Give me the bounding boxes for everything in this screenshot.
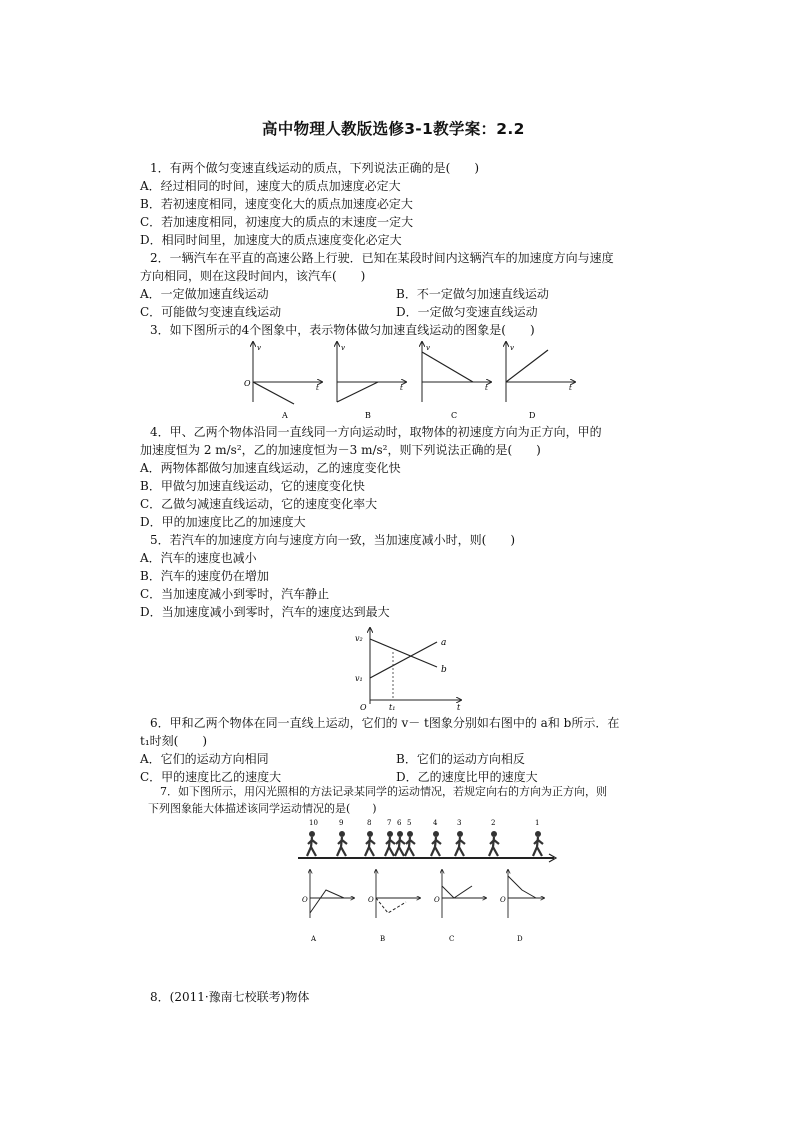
svg-text:O: O bbox=[434, 896, 440, 904]
q7-label-a: A bbox=[311, 935, 317, 943]
q7-label-c: C bbox=[449, 935, 455, 943]
q7-strobe-figure bbox=[296, 816, 558, 864]
q3-label-c: C bbox=[451, 411, 458, 420]
q2-stem-line1: 2．一辆汽车在平直的高速公路上行驶．已知在某段时间内这辆汽车的加速度方向与速度 bbox=[150, 251, 614, 265]
q3-graph-b bbox=[337, 342, 406, 420]
q2-stem-line2: 方向相同，则在这段时间内，该汽车( ) bbox=[140, 269, 366, 283]
q6-stem-line1: 6．甲和乙两个物体在同一直线上运动，它们的 v－ t图象分别如右图中的 a和 b所示．在 bbox=[150, 716, 620, 730]
q3-label-b: B bbox=[365, 411, 371, 420]
q5-option-b: B．汽车的速度仍在增加 bbox=[140, 569, 269, 583]
q7-frame-number: 1 bbox=[535, 819, 540, 827]
q6-a-label: a bbox=[441, 638, 447, 648]
q7-frame-number: 9 bbox=[339, 819, 344, 827]
q3-a-t-label: t bbox=[316, 384, 319, 392]
q4-stem-line2: 加速度恒为 2 m/s²，乙的加速度恒为－3 m/s²，则下列说法正确的是( ) bbox=[140, 443, 541, 457]
q7-student-figure bbox=[405, 831, 415, 856]
q3-c-v-label: v bbox=[426, 344, 430, 352]
q3-d-line bbox=[506, 350, 548, 382]
q6-stem-line2: t₁时刻( ) bbox=[140, 734, 207, 748]
q7-student-figure bbox=[431, 831, 441, 856]
q7-student-figure bbox=[365, 831, 375, 856]
q6-b-label: b bbox=[441, 665, 447, 675]
q7-frame-number: 4 bbox=[433, 819, 438, 827]
svg-text:O: O bbox=[302, 896, 308, 904]
q7-student-figure bbox=[337, 831, 347, 856]
q7-graph-d bbox=[500, 870, 544, 943]
q3-vt-graphs bbox=[236, 338, 582, 422]
q7-student-figure bbox=[385, 831, 395, 856]
q2-option-c: C．可能做匀变速直线运动 bbox=[140, 305, 282, 319]
q1-option-d: D．相同时间里，加速度大的质点速度变化必定大 bbox=[140, 233, 402, 247]
q7-graph-b bbox=[368, 870, 420, 943]
q7-student-figure bbox=[455, 831, 465, 856]
q2-option-a: A．一定做加速直线运动 bbox=[140, 287, 269, 301]
q3-d-v-label: v bbox=[510, 344, 514, 352]
q6-option-c: C．甲的速度比乙的速度大 bbox=[140, 770, 282, 784]
q6-v2-label: v₂ bbox=[355, 634, 363, 643]
q4-option-a: A．两物体都做匀加速直线运动，乙的速度变化快 bbox=[140, 461, 401, 475]
q7-frame-number: 2 bbox=[491, 819, 496, 827]
q7-frame-numbers bbox=[309, 819, 539, 827]
q7-label-d: D bbox=[517, 935, 523, 943]
q3-a-v-label: v bbox=[257, 344, 261, 352]
q7-stem-line1: 7．如下图所示，用闪光照相的方法记录某同学的运动情况，若规定向右的方向为正方向，则 bbox=[160, 785, 607, 798]
q6-line-b bbox=[370, 639, 437, 667]
svg-text:O: O bbox=[368, 896, 374, 904]
q2-option-b: B．不一定做匀加速直线运动 bbox=[396, 287, 549, 301]
q2-option-d: D．一定做匀变速直线运动 bbox=[396, 305, 538, 319]
q4-option-d: D．甲的加速度比乙的加速度大 bbox=[140, 515, 306, 529]
q5-option-c: C．当加速度减小到零时，汽车静止 bbox=[140, 587, 330, 601]
q7-frame-number: 7 bbox=[387, 819, 392, 827]
q7-student-figure bbox=[307, 831, 317, 856]
q3-graph-a bbox=[244, 342, 322, 420]
svg-text:O: O bbox=[500, 896, 506, 904]
q6-t1-label: t₁ bbox=[389, 703, 396, 712]
q6-option-d: D．乙的速度比甲的速度大 bbox=[396, 770, 538, 784]
q4-stem-line1: 4．甲、乙两个物体沿同一直线同一方向运动时，取物体的初速度方向为正方向，甲的 bbox=[150, 425, 602, 439]
q4-option-b: B．甲做匀加速直线运动，它的速度变化快 bbox=[140, 479, 365, 493]
q5-stem: 5．若汽车的加速度方向与速度方向一致，当加速度减小时，则( ) bbox=[150, 533, 516, 547]
q3-c-t-label: t bbox=[485, 384, 488, 392]
q7-stem-line2: 下列图象能大体描述该同学运动情况的是( ) bbox=[148, 802, 377, 815]
q6-vt-graph bbox=[355, 624, 467, 712]
q7-label-b: B bbox=[380, 935, 386, 943]
q7-frame-number: 10 bbox=[309, 819, 318, 827]
q3-c-line bbox=[422, 352, 473, 382]
q5-option-a: A．汽车的速度也减小 bbox=[140, 551, 257, 565]
q3-graph-d bbox=[506, 342, 575, 420]
q6-t-label: t bbox=[457, 703, 461, 712]
q7-student-figure bbox=[533, 831, 543, 856]
q3-b-t-label: t bbox=[400, 384, 403, 392]
q1-stem: 1．有两个做匀变速直线运动的质点，下列说法正确的是( ) bbox=[150, 161, 480, 175]
q6-option-b: B．它们的运动方向相反 bbox=[396, 752, 525, 766]
q7-graph-a bbox=[302, 870, 354, 943]
q3-b-line bbox=[337, 382, 378, 402]
q6-line-a bbox=[370, 642, 437, 678]
page-title: 高中物理人教版选修3-1教学案：2.2 bbox=[262, 120, 525, 138]
q3-a-line bbox=[253, 382, 294, 404]
q6-option-a: A．它们的运动方向相同 bbox=[140, 752, 269, 766]
q5-option-d: D．当加速度减小到零时，汽车的速度达到最大 bbox=[140, 605, 390, 619]
q1-option-b: B．若初速度相同，速度变化大的质点加速度必定大 bbox=[140, 197, 413, 211]
q3-stem: 3．如下图所示的4个图象中，表示物体做匀加速直线运动的图象是( ) bbox=[150, 323, 535, 337]
q3-b-v-label: v bbox=[341, 344, 345, 352]
q3-a-origin: O bbox=[244, 379, 251, 388]
q7-student-figure bbox=[395, 831, 405, 856]
q3-d-t-label: t bbox=[569, 384, 572, 392]
q7-frame-number: 6 bbox=[397, 819, 402, 827]
q3-graph-c bbox=[422, 342, 491, 420]
q7-frame-number: 8 bbox=[367, 819, 372, 827]
q1-option-a: A．经过相同的时间，速度大的质点加速度必定大 bbox=[140, 179, 401, 193]
q3-label-d: D bbox=[529, 411, 536, 420]
q7-graph-c bbox=[434, 870, 486, 943]
q1-option-c: C．若加速度相同，初速度大的质点的末速度一定大 bbox=[140, 215, 414, 229]
q7-vt-graphs bbox=[296, 868, 546, 946]
q4-option-c: C．乙做匀减速直线运动，它的速度变化率大 bbox=[140, 497, 378, 511]
q7-frame-number: 3 bbox=[457, 819, 462, 827]
q6-v1-label: v₁ bbox=[355, 674, 363, 683]
q7-frame-number: 5 bbox=[407, 819, 412, 827]
q6-origin: O bbox=[360, 703, 367, 712]
q7-student-figure bbox=[489, 831, 499, 856]
q8-stem: 8．(2011·豫南七校联考)物体 bbox=[150, 990, 310, 1004]
q7-student-figures bbox=[307, 831, 543, 856]
q3-label-a: A bbox=[282, 411, 288, 420]
